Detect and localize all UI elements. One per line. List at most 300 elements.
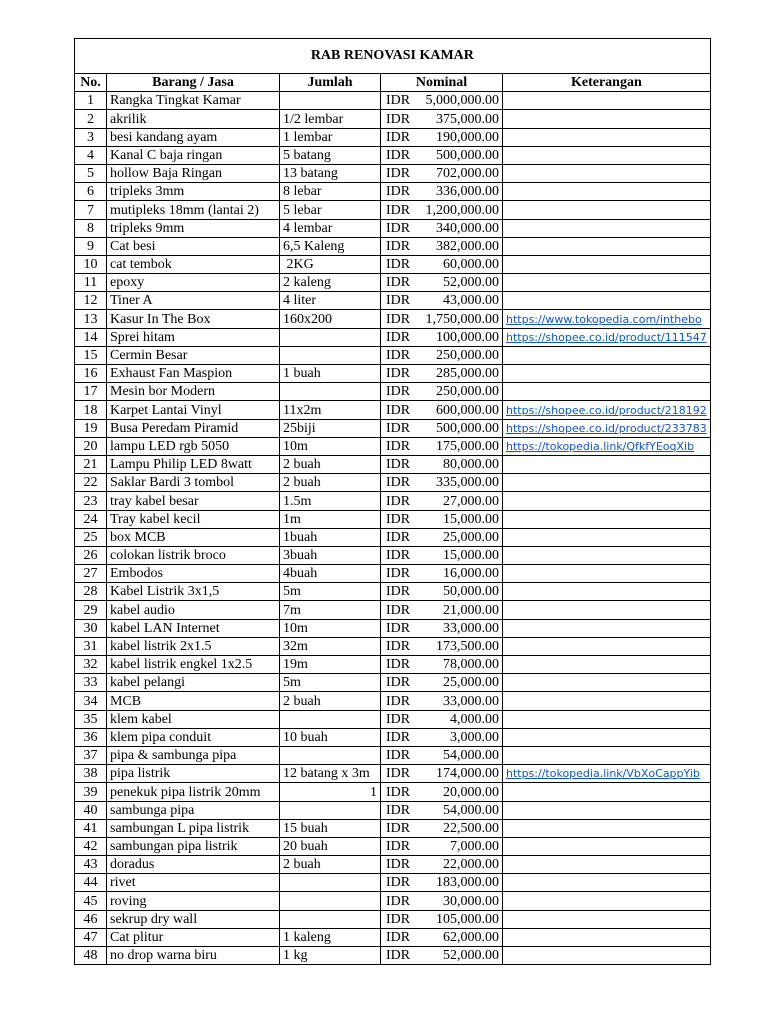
currency-label: IDR [386, 293, 411, 309]
amount-value: 105,000.00 [436, 911, 499, 927]
cell-nominal [381, 510, 503, 528]
cell-nominal [381, 183, 503, 201]
cell-no: 17 [75, 383, 107, 401]
cell-note [503, 383, 711, 401]
cell-nominal [381, 928, 503, 946]
cell-item: no drop warna biru [107, 947, 280, 965]
cell-no: 15 [75, 346, 107, 364]
cell-item: Kasur In The Box [107, 310, 280, 328]
cell-item: Mesin bor Modern [107, 383, 280, 401]
cell-no: 39 [75, 783, 107, 801]
cell-no: 37 [75, 746, 107, 764]
amount-value: 33,000.00 [443, 693, 499, 709]
cell-no: 9 [75, 237, 107, 255]
table-row [75, 419, 711, 437]
cell-note [503, 274, 711, 292]
cell-nominal [381, 365, 503, 383]
cell-item: roving [107, 892, 280, 910]
cell-qty: 15 buah [280, 819, 381, 837]
currency-label: IDR [386, 784, 411, 800]
cell-item: Sprei hitam [107, 328, 280, 346]
currency-label: IDR [386, 802, 411, 818]
currency-label: IDR [386, 529, 411, 545]
cell-qty: 6,5 Kaleng [280, 237, 381, 255]
cell-item: sambungan L pipa listrik [107, 819, 280, 837]
cell-nominal [381, 674, 503, 692]
cell-qty: 1/2 lembar [280, 110, 381, 128]
table-row [75, 328, 711, 346]
table-row [75, 474, 711, 492]
cell-no: 48 [75, 947, 107, 965]
amount-value: 3,000.00 [450, 729, 499, 745]
cell-nominal [381, 765, 503, 783]
cell-qty: 10m [280, 619, 381, 637]
cell-note [503, 292, 711, 310]
table-row [75, 692, 711, 710]
cell-nominal [381, 583, 503, 601]
cell-note [503, 819, 711, 837]
header-qty: Jumlah [280, 74, 381, 92]
amount-value: 78,000.00 [443, 657, 499, 673]
cell-item: cat tembok [107, 255, 280, 273]
cell-item: Tiner A [107, 292, 280, 310]
cell-qty: 19m [280, 656, 381, 674]
cell-item: tray kabel besar [107, 492, 280, 510]
cell-nominal [381, 528, 503, 546]
table-row [75, 528, 711, 546]
amount-value: 175,000.00 [436, 438, 499, 454]
cell-no: 14 [75, 328, 107, 346]
cell-note [503, 546, 711, 564]
cell-no: 13 [75, 310, 107, 328]
cell-no: 3 [75, 128, 107, 146]
amount-value: 16,000.00 [443, 566, 499, 582]
currency-label: IDR [386, 548, 411, 564]
cell-no: 2 [75, 110, 107, 128]
cell-note [503, 492, 711, 510]
cell-no: 40 [75, 801, 107, 819]
amount-value: 250,000.00 [436, 348, 499, 363]
table-row [75, 437, 711, 455]
amount-value: 375,000.00 [436, 111, 499, 127]
cell-note [503, 637, 711, 655]
amount-value: 7,000.00 [450, 839, 499, 855]
cell-qty: 4buah [280, 565, 381, 583]
amount-value: 336,000.00 [436, 184, 499, 200]
cell-note [503, 801, 711, 819]
currency-label: IDR [386, 238, 411, 254]
amount-value: 43,000.00 [443, 293, 499, 309]
table-row [75, 947, 711, 965]
currency-label: IDR [386, 329, 411, 345]
cell-qty: 5m [280, 583, 381, 601]
cell-item: epoxy [107, 274, 280, 292]
cell-qty: 25biji [280, 419, 381, 437]
cell-nominal [381, 346, 503, 364]
cell-qty: 11x2m [280, 401, 381, 419]
cell-no: 24 [75, 510, 107, 528]
table-row [75, 892, 711, 910]
currency-label: IDR [386, 711, 411, 727]
cell-no: 45 [75, 892, 107, 910]
cell-no: 8 [75, 219, 107, 237]
cell-item: akrilik [107, 110, 280, 128]
cell-note [503, 528, 711, 546]
cell-note [503, 365, 711, 383]
cell-nominal [381, 164, 503, 182]
cell-note [503, 692, 711, 710]
cell-note [503, 401, 711, 419]
cell-no: 46 [75, 910, 107, 928]
amount-value: 62,000.00 [443, 930, 499, 945]
product-link[interactable]: https://www.tokopedia.com/inthebo [506, 312, 702, 326]
table-row [75, 565, 711, 583]
cell-note [503, 92, 711, 110]
cell-nominal [381, 146, 503, 164]
table-row [75, 819, 711, 837]
product-link[interactable]: https://tokopedia.link/VbXoCappYib [506, 767, 700, 781]
amount-value: 20,000.00 [443, 784, 499, 800]
cell-qty [280, 746, 381, 764]
cell-no: 34 [75, 692, 107, 710]
cell-no: 35 [75, 710, 107, 728]
cell-nominal [381, 274, 503, 292]
cell-qty: 4 lembar [280, 219, 381, 237]
cell-item: klem kabel [107, 710, 280, 728]
cell-item: Exhaust Fan Maspion [107, 365, 280, 383]
cell-qty: 10 buah [280, 728, 381, 746]
currency-label: IDR [386, 184, 411, 200]
cell-no: 22 [75, 474, 107, 492]
currency-label: IDR [386, 729, 411, 745]
cell-qty [280, 801, 381, 819]
table-row [75, 401, 711, 419]
table-row [75, 492, 711, 510]
cell-nominal [381, 637, 503, 655]
cell-qty [280, 910, 381, 928]
currency-label: IDR [386, 820, 411, 836]
table-row [75, 583, 711, 601]
currency-label: IDR [386, 420, 411, 436]
cell-qty: 7m [280, 601, 381, 619]
cell-item: box MCB [107, 528, 280, 546]
amount-value: 190,000.00 [436, 129, 499, 145]
table-row [75, 183, 711, 201]
cell-nominal [381, 419, 503, 437]
cell-item: pipa & sambunga pipa [107, 746, 280, 764]
product-link[interactable]: https://shopee.co.id/product/218192 [506, 403, 707, 417]
cell-no: 47 [75, 928, 107, 946]
amount-value: 15,000.00 [443, 511, 499, 527]
cell-nominal [381, 947, 503, 965]
amount-value: 500,000.00 [436, 420, 499, 436]
table-row [75, 674, 711, 692]
currency-label: IDR [386, 129, 411, 145]
cell-item: Karpet Lantai Vinyl [107, 401, 280, 419]
cell-nominal [381, 874, 503, 892]
cell-note [503, 874, 711, 892]
header-row [75, 74, 711, 92]
cell-item: klem pipa conduit [107, 728, 280, 746]
currency-label: IDR [386, 111, 411, 127]
currency-label: IDR [386, 875, 411, 891]
cell-qty: 2 buah [280, 474, 381, 492]
cell-note [503, 619, 711, 637]
amount-value: 183,000.00 [436, 875, 499, 891]
product-link[interactable]: https://shopee.co.id/product/233783 [506, 421, 707, 435]
cell-nominal [381, 692, 503, 710]
amount-value: 25,000.00 [443, 529, 499, 545]
cell-item: Kanal C baja ringan [107, 146, 280, 164]
table-row [75, 910, 711, 928]
cell-nominal [381, 746, 503, 764]
currency-label: IDR [386, 275, 411, 291]
cell-nominal [381, 819, 503, 837]
cell-qty: 32m [280, 637, 381, 655]
cell-no: 4 [75, 146, 107, 164]
cell-note [503, 110, 711, 128]
cell-no: 20 [75, 437, 107, 455]
cell-nominal [381, 728, 503, 746]
cell-nominal [381, 565, 503, 583]
table-row [75, 110, 711, 128]
cell-item: Kabel Listrik 3x1,5 [107, 583, 280, 601]
cell-no: 29 [75, 601, 107, 619]
amount-value: 4,000.00 [450, 711, 499, 727]
cell-note [503, 455, 711, 473]
currency-label: IDR [386, 311, 411, 327]
cell-item: Embodos [107, 565, 280, 583]
currency-label: IDR [386, 766, 411, 782]
table-row [75, 365, 711, 383]
cell-note [503, 437, 711, 455]
cell-note [503, 510, 711, 528]
cell-no: 27 [75, 565, 107, 583]
cell-no: 5 [75, 164, 107, 182]
currency-label: IDR [386, 857, 411, 873]
header-note: Keterangan [503, 74, 711, 92]
amount-value: 27,000.00 [443, 493, 499, 509]
cell-no: 26 [75, 546, 107, 564]
amount-value: 702,000.00 [436, 166, 499, 182]
amount-value: 1,750,000.00 [425, 311, 499, 327]
table-row [75, 510, 711, 528]
cell-qty: 12 batang x 3m [280, 765, 381, 783]
table-row [75, 801, 711, 819]
table-row [75, 837, 711, 855]
table-row [75, 292, 711, 310]
cell-qty [280, 710, 381, 728]
cell-note [503, 201, 711, 219]
cell-item: Busa Peredam Piramid [107, 419, 280, 437]
currency-label: IDR [386, 493, 411, 509]
cell-qty [280, 383, 381, 401]
currency-label: IDR [386, 366, 411, 382]
cell-qty: 10m [280, 437, 381, 455]
cell-nominal [381, 474, 503, 492]
cell-qty: 1 [280, 783, 381, 801]
amount-value: 52,000.00 [443, 275, 499, 291]
amount-value: 174,000.00 [436, 766, 499, 782]
cell-note [503, 565, 711, 583]
cell-item: tripleks 9mm [107, 219, 280, 237]
cell-no: 6 [75, 183, 107, 201]
cell-note [503, 183, 711, 201]
cell-qty: 5m [280, 674, 381, 692]
amount-value: 340,000.00 [436, 220, 499, 236]
cell-nominal [381, 255, 503, 273]
cell-no: 32 [75, 656, 107, 674]
cell-no: 12 [75, 292, 107, 310]
cell-nominal [381, 310, 503, 328]
cell-nominal [381, 219, 503, 237]
cell-no: 31 [75, 637, 107, 655]
cell-nominal [381, 837, 503, 855]
cell-note [503, 328, 711, 346]
table-row [75, 546, 711, 564]
cell-item: Tray kabel kecil [107, 510, 280, 528]
amount-value: 382,000.00 [436, 238, 499, 254]
cell-note [503, 947, 711, 965]
cell-qty [280, 892, 381, 910]
cell-qty: 1 lembar [280, 128, 381, 146]
cell-no: 44 [75, 874, 107, 892]
cell-item: mutipleks 18mm (lantai 2) [107, 201, 280, 219]
table-row [75, 710, 711, 728]
table-row [75, 601, 711, 619]
cell-nominal [381, 710, 503, 728]
table-title: RAB RENOVASI KAMAR [75, 39, 711, 74]
currency-label: IDR [386, 257, 411, 273]
cell-item: kabel LAN Internet [107, 619, 280, 637]
currency-label: IDR [386, 475, 411, 491]
cell-item: sambunga pipa [107, 801, 280, 819]
amount-value: 60,000.00 [443, 257, 499, 273]
currency-label: IDR [386, 457, 411, 473]
cell-item: besi kandang ayam [107, 128, 280, 146]
currency-label: IDR [386, 566, 411, 582]
table-row [75, 728, 711, 746]
cell-nominal [381, 856, 503, 874]
cell-no: 33 [75, 674, 107, 692]
cell-nominal [381, 128, 503, 146]
table-row [75, 146, 711, 164]
cell-nominal [381, 237, 503, 255]
currency-label: IDR [386, 584, 411, 600]
cell-nominal [381, 92, 503, 110]
header-item: Barang / Jasa [107, 74, 280, 92]
cell-item: Cat besi [107, 237, 280, 255]
amount-value: 52,000.00 [443, 948, 499, 964]
header-nominal: Nominal [381, 74, 503, 92]
amount-value: 173,500.00 [436, 639, 499, 654]
cell-note [503, 928, 711, 946]
currency-label: IDR [386, 220, 411, 236]
currency-label: IDR [386, 675, 411, 691]
cell-item: colokan listrik broco [107, 546, 280, 564]
currency-label: IDR [386, 693, 411, 709]
amount-value: 500,000.00 [436, 147, 499, 163]
cell-item: Lampu Philip LED 8watt [107, 455, 280, 473]
cell-item: kabel audio [107, 601, 280, 619]
table-row [75, 201, 711, 219]
cell-item: kabel listrik engkel 1x2.5 [107, 656, 280, 674]
amount-value: 1,200,000.00 [425, 202, 499, 218]
cell-no: 19 [75, 419, 107, 437]
amount-value: 22,000.00 [443, 857, 499, 873]
amount-value: 285,000.00 [436, 366, 499, 382]
amount-value: 30,000.00 [443, 893, 499, 909]
cell-note [503, 146, 711, 164]
cell-item: penekuk pipa listrik 20mm [107, 783, 280, 801]
cell-nominal [381, 455, 503, 473]
amount-value: 80,000.00 [443, 457, 499, 473]
table-row [75, 92, 711, 110]
cell-no: 23 [75, 492, 107, 510]
cell-no: 1 [75, 92, 107, 110]
product-link[interactable]: https://shopee.co.id/product/111547 [506, 330, 707, 344]
table-row [75, 219, 711, 237]
amount-value: 100,000.00 [436, 329, 499, 345]
cell-nominal [381, 401, 503, 419]
cell-nominal [381, 910, 503, 928]
table-row [75, 746, 711, 764]
amount-value: 250,000.00 [436, 384, 499, 400]
cell-no: 41 [75, 819, 107, 837]
product-link[interactable]: https://tokopedia.link/QfkfYEoqXib [506, 439, 695, 453]
table-row [75, 383, 711, 401]
cell-qty [280, 92, 381, 110]
table-row [75, 928, 711, 946]
cell-item: doradus [107, 856, 280, 874]
cell-item: tripleks 3mm [107, 183, 280, 201]
cell-note [503, 837, 711, 855]
table-row [75, 783, 711, 801]
cell-note [503, 219, 711, 237]
amount-value: 54,000.00 [443, 748, 499, 764]
cell-nominal [381, 892, 503, 910]
cell-nominal [381, 110, 503, 128]
currency-label: IDR [386, 202, 411, 218]
currency-label: IDR [386, 348, 411, 363]
table-row [75, 656, 711, 674]
cell-no: 25 [75, 528, 107, 546]
cell-no: 38 [75, 765, 107, 783]
cell-note [503, 583, 711, 601]
cell-note [503, 346, 711, 364]
amount-value: 22,500.00 [443, 820, 499, 836]
cell-qty: 1 kg [280, 947, 381, 965]
cell-qty: 2 buah [280, 692, 381, 710]
cell-note [503, 601, 711, 619]
table-row [75, 619, 711, 637]
table-row [75, 237, 711, 255]
cell-qty [280, 346, 381, 364]
cell-qty: 1 buah [280, 365, 381, 383]
cell-item: MCB [107, 692, 280, 710]
amount-value: 600,000.00 [436, 402, 499, 418]
cell-no: 30 [75, 619, 107, 637]
cell-note [503, 856, 711, 874]
cell-qty: 4 liter [280, 292, 381, 310]
cell-item: rivet [107, 874, 280, 892]
cell-note [503, 419, 711, 437]
cell-qty: 8 lebar [280, 183, 381, 201]
cell-nominal [381, 328, 503, 346]
amount-value: 25,000.00 [443, 675, 499, 691]
table-row [75, 455, 711, 473]
cell-nominal [381, 201, 503, 219]
